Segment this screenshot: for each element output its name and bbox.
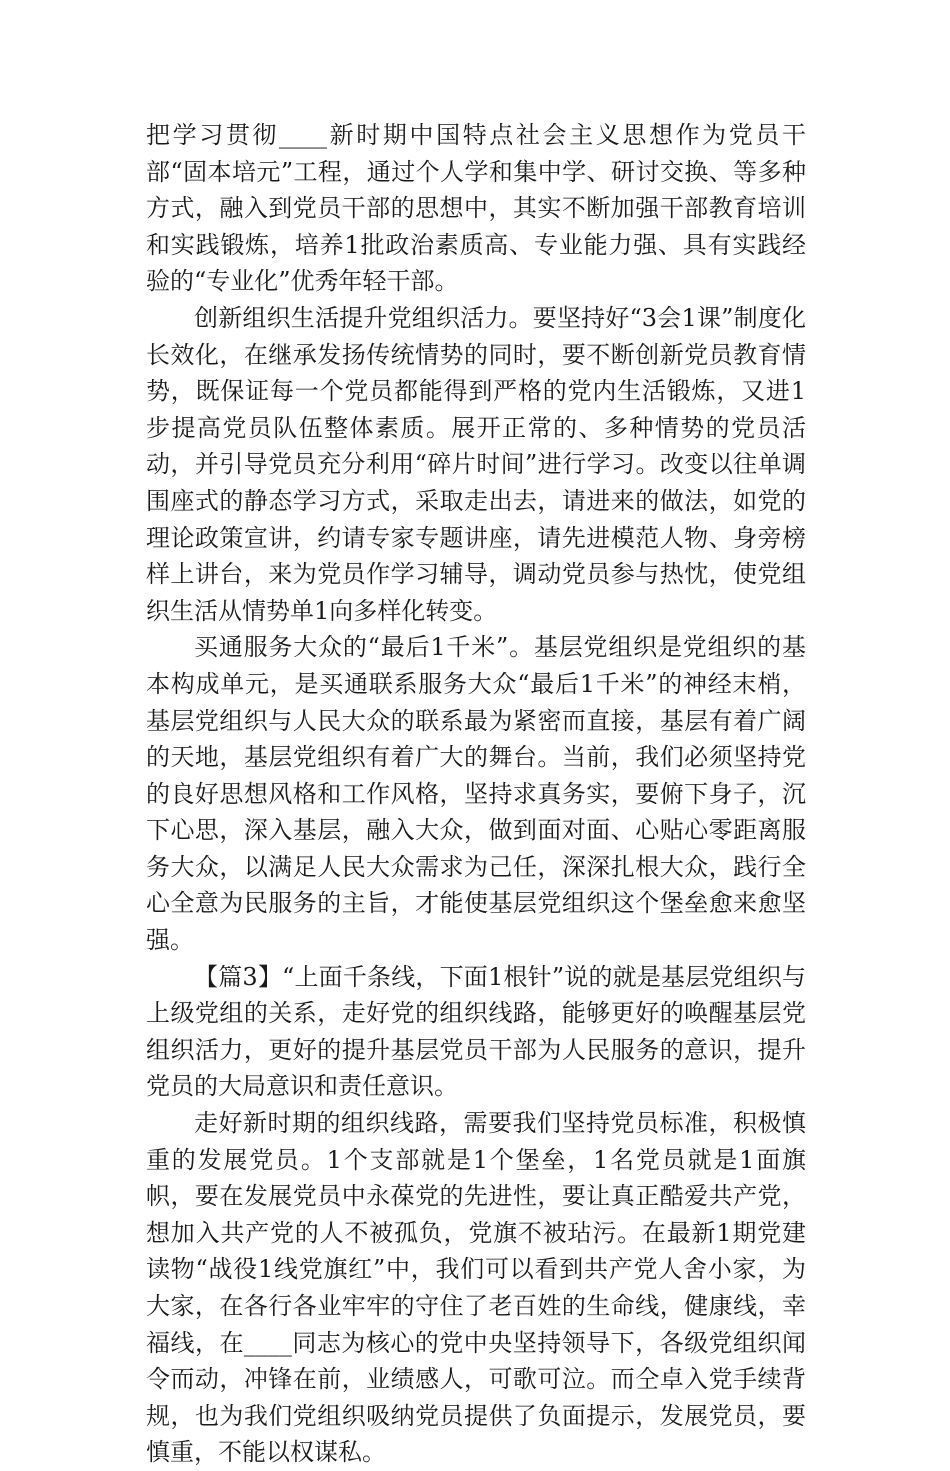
paragraph-3: 买通服务大众的“最后1千米”。基层党组织是党组织的基本构成单元，是买通联系服务大众“最后1千米”的神经末梢，基层党组织与人民大众的联系最为紧密而直接，基层有着广阔的天地，基层党组织有着广大的舞台。当前，我们必须坚持党的良好思想风格和工作风格，坚持求真务实，要俯下身子，沉下心思，深入基层，融入大众，做到面对面、心贴心零距离服务大众，以满足人民大众需求为己任，深深扎根大众，践行全心全意为民服务的主旨，才能使基层党组织这个堡垒愈来愈坚强。	[146, 633, 806, 955]
paragraph-5: 走好新时期的组织线路，需要我们坚持党员标准，积极慎重的发展党员。1个支部就是1个堡垒，1名党员就是1面旗帜，要在发展党员中永葆党的先进性，要让真正酷爱共产党，想加入共产党的人不被孤负，党旗不被玷污。在最新1期党建读物“战役1线党旗红”中，我们可以看到共产党人舍小家，为大家，在各行各业牢牢的守住了老百姓的生命线，健康线，幸福线，在____同志为核心的党中央坚持领导下，各级党组织闻令而动，冲锋在前，业绩感人，可歌可泣。而仝卓入党手续背规，也为我们党组织吸纳党员提供了负面提示，发展党员，要慎重，不能以权谋私。	[146, 1109, 806, 1467]
paragraph-2: 创新组织生活提升党组织活力。要坚持好“3会1课”制度化长效化，在继承发扬传统情势的同时，要不断创新党员教育情势，既保证每一个党员都能得到严格的党内生活锻炼，又进1步提高党员队伍整体素质。展开正常的、多种情势的党员活动，并引导党员充分利用“碎片时间”进行学习。改变以往单调围座式的静态学习方式，采取走出去，请进来的做法，如党的理论政策宣讲，约请专家专题讲座，请先进模范人物、身旁榜样上讲台，来为党员作学习辅导，调动党员参与热忱，使党组织生活从情势单1向多样化转变。	[146, 303, 806, 625]
paragraph-4: 【篇3】“上面千条线，下面1根针”说的就是基层党组织与上级党组的关系，走好党的组织线路，能够更好的唤醒基层党组织活力，更好的提升基层党员干部为人民服务的意识，提升党员的大局意识和责任意识。	[146, 962, 806, 1101]
paragraph-1-continuation: 把学习贯彻____新时期中国特点社会主义思想作为党员干部“固本培元”工程，通过个人学和集中学、研讨交换、等多种方式，融入到党员干部的思想中，其实不断加强干部教育培训和实践锻炼，培养1批政治素质高、专业能力强、具有实践经验的“专业化”优秀年轻干部。	[146, 121, 806, 296]
document-body	[146, 117, 806, 1471]
